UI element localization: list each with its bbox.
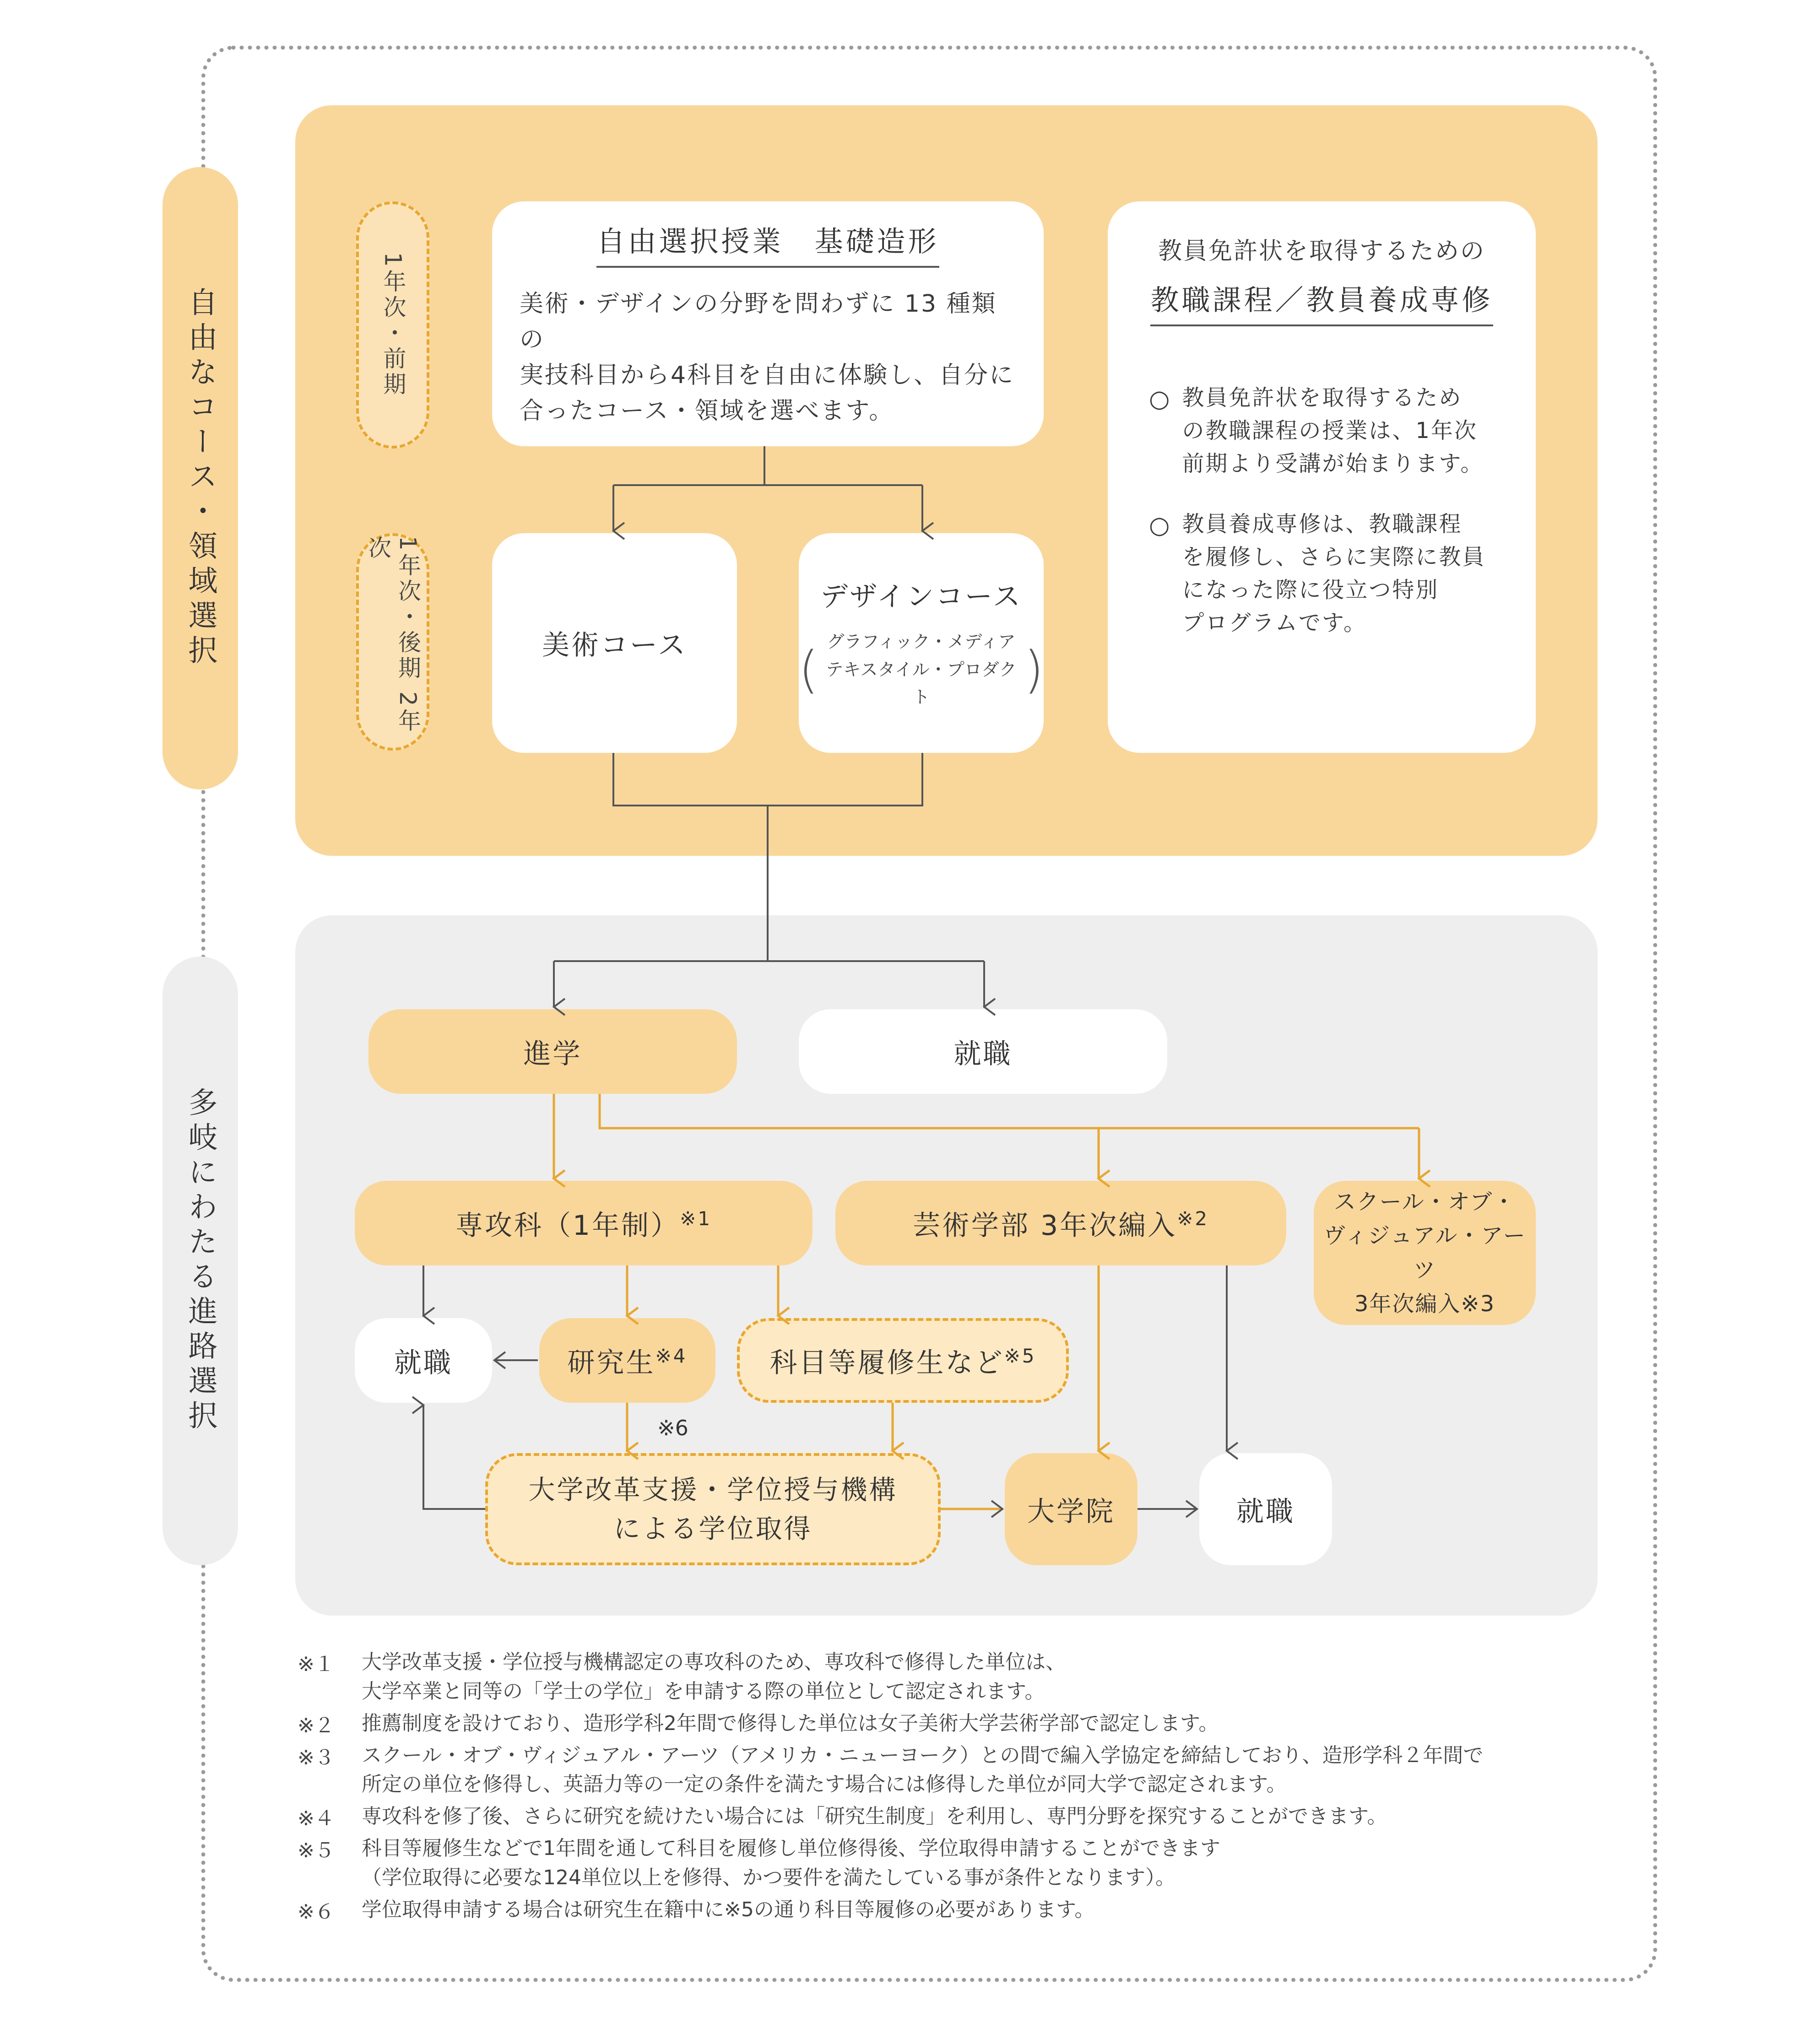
- footnotes: [298, 1648, 1625, 1927]
- geijutsu-label: 芸術学部 3年次編入$^{※2}$: [912, 1207, 1209, 1242]
- senkoka-note: ※1: [680, 1207, 712, 1230]
- design-course-sub: ( グラフィック・メディア テキスタイル・プロダクト ): [799, 628, 1044, 711]
- job-left-label: 就職: [394, 1346, 453, 1379]
- footnote-4: ※４ 専攻科を修了後、さらに研究を続けたい場合には「研究生制度」を利用し、専門分野を探究することができます。: [298, 1805, 1387, 1831]
- advance-label: 進学: [523, 1038, 582, 1070]
- art-course-label: 美術コース: [542, 629, 687, 661]
- teacher-bullet-line: 前期より受講が始まります。: [1182, 451, 1484, 476]
- geijutsu-note: ※2: [1177, 1207, 1209, 1230]
- teacher-bullet-line: 教員養成専修は、教職課程: [1182, 511, 1462, 537]
- foundation-body-line: 美術・デザインの分野を問わずに 13 種類の: [520, 290, 997, 353]
- teacher-bullet-line: 教員免許状を取得するため: [1182, 385, 1462, 411]
- employment-label: 就職: [953, 1038, 1013, 1070]
- graduate-label: 大学院: [1027, 1495, 1115, 1528]
- degree-line: 大学改革支援・学位授与機構: [528, 1474, 898, 1506]
- senkoka-label: 専攻科（1年制）$^{※1}$: [455, 1207, 712, 1242]
- design-sub-line: テキスタイル・プロダクト: [826, 659, 1017, 708]
- year-tag-first-label: 1年次・前期: [379, 252, 406, 398]
- teacher-bullet-line: プログラムです。: [1182, 610, 1367, 636]
- footnote-3: ※３ スクール・オブ・ヴィジュアル・アーツ（アメリカ・ニューヨーク）との間で編入学協定を締結しており、造形学科２年間で 所定の単位を修得し、英語力等の一定の条件を満たす場合には修得した単位が同大学で認定されます。: [298, 1743, 1484, 1796]
- footnote-5: ※５ 科目等履修生などで1年間を通して科目を履修し単位修得後、学位取得申請することができます （学位取得に必要な124単位以上を修得、かつ要件を満たしている事が条件となります）。: [298, 1837, 1220, 1889]
- teacher-subtitle: 教員免許状を取得するための: [1158, 238, 1485, 265]
- teacher-bullet-line: を履修し、さらに実際に教員: [1182, 544, 1486, 570]
- design-course-label: デザインコース: [820, 580, 1022, 613]
- bullet-circle-icon: ○: [1149, 385, 1171, 413]
- kenkyusei-note: ※4: [655, 1344, 688, 1367]
- teacher-bullet-line: の教職課程の授業は、1年次: [1182, 418, 1478, 443]
- teacher-bullet-line: になった際に役立つ特別: [1182, 577, 1439, 603]
- kamoku-note: ※5: [1004, 1344, 1036, 1367]
- foundation-body-line: 合ったコース・領域を選べます。: [520, 397, 894, 425]
- teacher-title: 教職課程／教員養成専修: [1150, 277, 1493, 326]
- footnote-2: ※２ 推薦制度を設けており、造形学科2年間で修得した単位は女子美術大学芸術学部で認定します。: [298, 1711, 1219, 1737]
- kamoku-label: 科目等履修生など$^{※5}$: [769, 1344, 1036, 1379]
- note6-label: ※6: [657, 1416, 688, 1440]
- side-tab-course-label: 自由なコース・領域選択: [183, 287, 217, 670]
- footnote-6: ※６ 学位取得申請する場合は研究生在籍中に※5の通り科目等履修の必要があります。: [298, 1898, 1095, 1924]
- degree-line: による学位取得: [613, 1513, 812, 1544]
- footnote-1: ※１ 大学改革支援・学位授与機構認定の専攻科のため、専攻科で修得した単位は、 大学卒業と同等の「学士の学位」を申請する際の単位として認定されます。: [298, 1650, 1066, 1703]
- design-sub-line: グラフィック・メディア: [827, 631, 1016, 652]
- bullet-circle-icon: ○: [1149, 512, 1171, 539]
- side-tab-career-label: 多岐にわたる進路選択: [183, 1087, 217, 1435]
- sva-line: ヴィジュアル・アーツ: [1323, 1223, 1526, 1283]
- sva-line: 3年次編入※3: [1354, 1291, 1495, 1317]
- job-right-label: 就職: [1236, 1495, 1295, 1528]
- foundation-body-line: 実技科目から4科目を自由に体験し、自分に: [520, 362, 1015, 389]
- foundation-title: 自由選択授業 基礎造形: [596, 219, 939, 268]
- kenkyusei-label: 研究生$^{※4}$: [567, 1344, 688, 1379]
- year-tag-second-label: 1年次・後期 2年次: [365, 536, 421, 735]
- sva-line: スクール・オブ・: [1333, 1189, 1516, 1215]
